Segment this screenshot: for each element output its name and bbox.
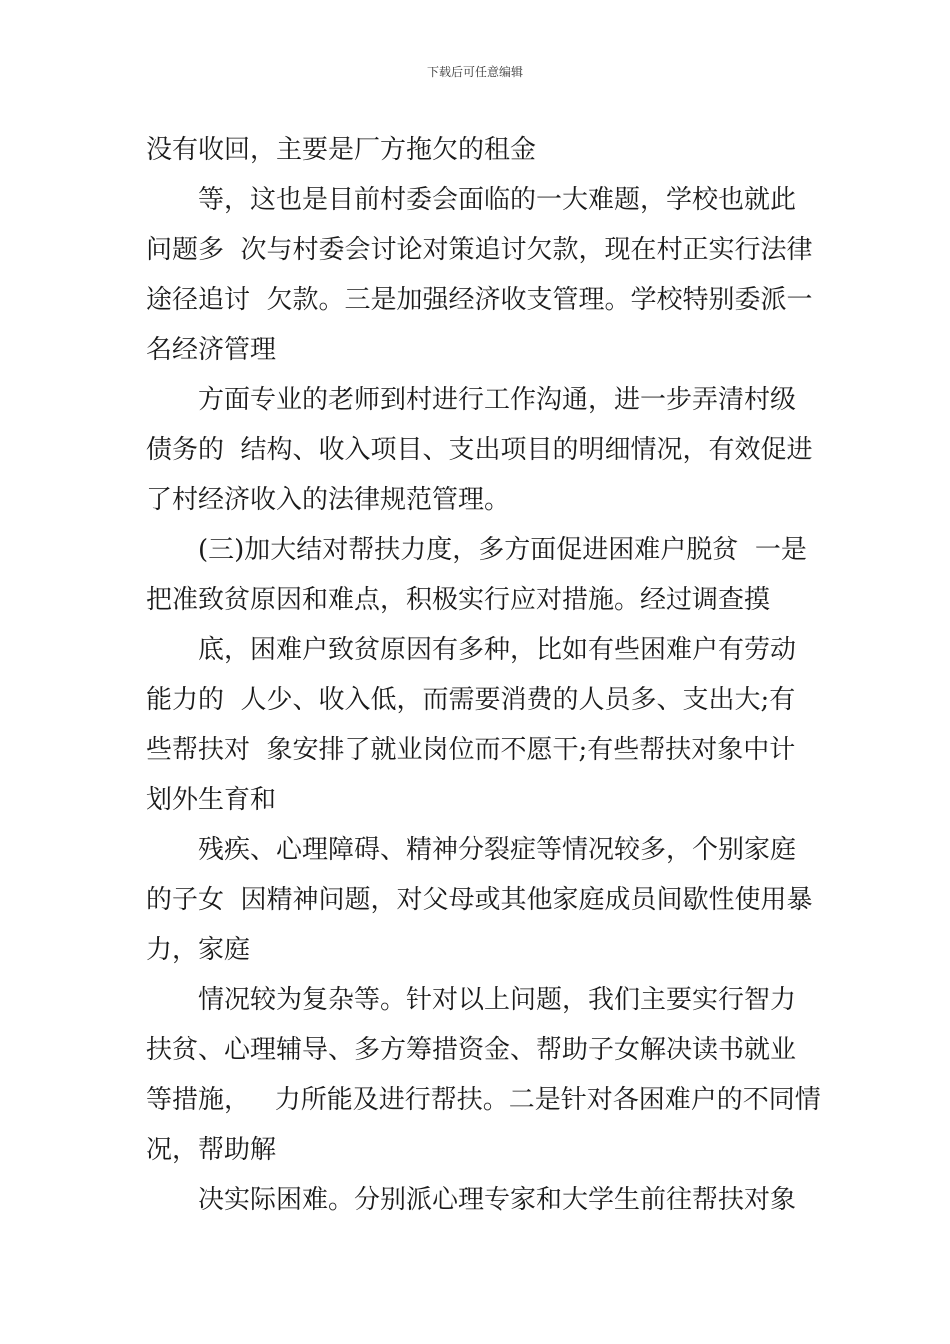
text-line: 等，这也是目前村委会面临的一大难题，学校也就此 xyxy=(198,185,797,215)
text-line: 划外生育和 xyxy=(146,785,277,815)
page-header: 下载后可任意编辑 xyxy=(426,65,523,79)
text-line: 况，帮助解 xyxy=(146,1135,277,1165)
text-line: 等措施， 力所能及进行帮扶。二是针对各困难户的不同情 xyxy=(146,1085,821,1115)
text-line: 名经济管理 xyxy=(146,335,277,365)
text-line: 决实际困难。分别派心理专家和大学生前往帮扶对象 xyxy=(198,1185,797,1215)
text-line: 把准致贫原因和难点，积极实行应对措施。经过调查摸 xyxy=(146,585,771,615)
text-line: 途径追讨 欠款。三是加强经济收支管理。学校特别委派一 xyxy=(146,285,813,315)
text-line: 没有收回，主要是厂方拖欠的租金 xyxy=(146,135,537,165)
text-line: 债务的 结构、收入项目、支出项目的明细情况，有效促进 xyxy=(146,435,813,465)
text-line: 扶贫、心理辅导、多方筹措资金、帮助子女解决读书就业 xyxy=(146,1035,797,1065)
text-line: 底，困难户致贫原因有多种，比如有些困难户有劳动 xyxy=(198,635,797,665)
text-line: 情况较为复杂等。针对以上问题，我们主要实行智力 xyxy=(198,985,797,1015)
text-line: 能力的 人少、收入低，而需要消费的人员多、支出大;有 xyxy=(146,685,796,715)
text-line: 方面专业的老师到村进行工作沟通，进一步弄清村级 xyxy=(198,385,797,415)
text-line: 了村经济收入的法律规范管理。 xyxy=(146,485,511,515)
document-body xyxy=(146,125,821,1225)
text-line: 的子女 因精神问题，对父母或其他家庭成员间歇性使用暴 xyxy=(146,885,813,915)
text-line: 问题多 次与村委会讨论对策追讨欠款，现在村正实行法律 xyxy=(146,235,813,265)
text-line: 些帮扶对 象安排了就业岗位而不愿干;有些帮扶对象中计 xyxy=(146,735,796,765)
text-line: 残疾、心理障碍、精神分裂症等情况较多，个别家庭 xyxy=(198,835,797,865)
text-line: 力，家庭 xyxy=(146,935,251,965)
text-line: (三)加大结对帮扶力度，多方面促进困难户脱贫 一是 xyxy=(198,535,807,565)
